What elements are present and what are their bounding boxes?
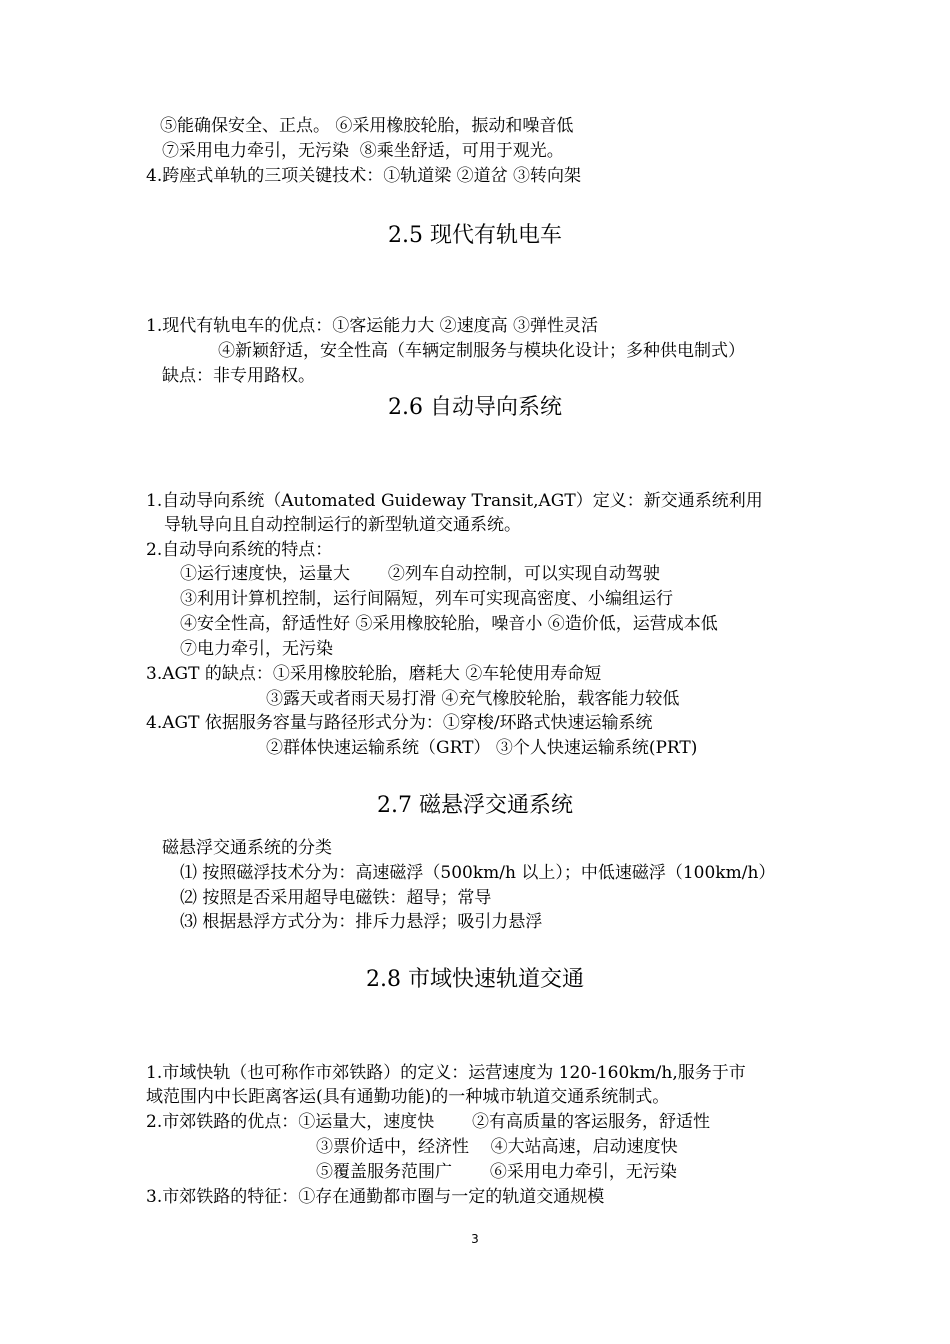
text-line: 1.自动导向系统（Automated Guideway Transit,AGT）定义：新交通系统利用 xyxy=(146,491,763,511)
section-heading: 2.8 市域快速轨道交通 xyxy=(366,967,584,992)
text-line: 4.跨座式单轨的三项关键技术：①轨道梁 ②道岔 ③转向架 xyxy=(146,166,582,186)
text-line: ③利用计算机控制，运行间隔短，列车可实现高密度、小编组运行 xyxy=(180,589,673,609)
page-number: 3 xyxy=(471,1232,479,1246)
text-line: 4.AGT 依据服务容量与路径形式分为：①穿梭/环路式快速运输系统 xyxy=(146,713,653,733)
text-line: ③露天或者雨天易打滑 ④充气橡胶轮胎，载客能力较低 xyxy=(266,689,680,709)
text-line: ④安全性高，舒适性好 ⑤采用橡胶轮胎，噪音小 ⑥造价低，运营成本低 xyxy=(180,614,718,634)
text-line: 磁悬浮交通系统的分类 xyxy=(162,838,332,858)
text-line: ④新颖舒适，安全性高（车辆定制服务与模块化设计；多种供电制式） xyxy=(218,341,745,361)
text-line: ⑦电力牵引，无污染 xyxy=(180,639,333,659)
text-line: ⑴ 按照磁浮技术分为：高速磁浮（500km/h 以上）；中低速磁浮（100km/h） xyxy=(180,863,776,883)
text-line: 缺点：非专用路权。 xyxy=(162,366,315,386)
text-line: 3.市郊铁路的特征：①存在通勤都市圈与一定的轨道交通规模 xyxy=(146,1187,605,1207)
text-line: 2.自动导向系统的特点： xyxy=(146,540,333,560)
text-line: ②群体快速运输系统（GRT） ③个人快速运输系统(PRT) xyxy=(266,738,698,758)
text-line: 1.现代有轨电车的优点：①客运能力大 ②速度高 ③弹性灵活 xyxy=(146,316,599,336)
text-line: 3.AGT 的缺点：①采用橡胶轮胎，磨耗大 ②车轮使用寿命短 xyxy=(146,664,602,684)
text-line: ⑤能确保安全、正点。 ⑥采用橡胶轮胎，振动和噪音低 xyxy=(160,116,574,136)
text-line: 1.市域快轨（也可称作市郊铁路）的定义：运营速度为 120-160km/h,服务于市 xyxy=(146,1063,746,1083)
text-line: 2.市郊铁路的优点：①运量大，速度快 ②有高质量的客运服务，舒适性 xyxy=(146,1112,711,1132)
text-line: ①运行速度快，运量大 ②列车自动控制，可以实现自动驾驶 xyxy=(180,564,660,584)
section-heading: 2.5 现代有轨电车 xyxy=(388,223,562,248)
text-line: ③票价适中，经济性 ④大站高速，启动速度快 xyxy=(316,1137,678,1157)
text-line: 导轨导向且自动控制运行的新型轨道交通系统。 xyxy=(164,515,521,535)
text-line: ⑵ 按照是否采用超导电磁铁：超导；常导 xyxy=(180,888,492,908)
section-heading: 2.7 磁悬浮交通系统 xyxy=(377,793,573,818)
text-line: ⑤覆盖服务范围广 ⑥采用电力牵引，无污染 xyxy=(316,1162,677,1182)
text-line: ⑦采用电力牵引，无污染 ⑧乘坐舒适，可用于观光。 xyxy=(162,141,564,161)
text-line: 域范围内中长距离客运(具有通勤功能)的一种城市轨道交通系统制式。 xyxy=(146,1087,670,1107)
section-heading: 2.6 自动导向系统 xyxy=(388,395,562,420)
text-line: ⑶ 根据悬浮方式分为：排斥力悬浮；吸引力悬浮 xyxy=(180,912,543,932)
